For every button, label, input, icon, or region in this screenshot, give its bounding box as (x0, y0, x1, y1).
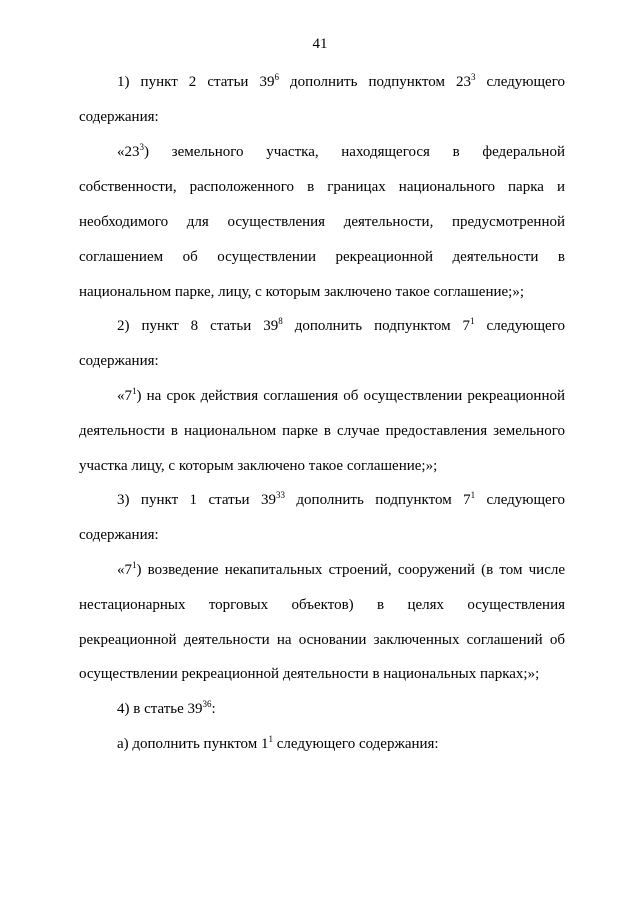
text-line: собственности, расположенного в границах национального парка и (79, 179, 565, 195)
text-line (117, 387, 565, 405)
text-segment: «7 (117, 562, 132, 578)
text-line (117, 561, 565, 579)
text-segment: 1) пункт 2 статьи 39 (117, 74, 275, 90)
text-segment: следующего (475, 492, 565, 508)
superscript: 1 (132, 560, 137, 570)
text-line (117, 143, 565, 161)
text-line: деятельности в национальном парке в случае предоставления земельного (79, 423, 565, 439)
text-line: содержания: (79, 527, 159, 543)
text-segment: ) возведение некапитальных строений, сооружений (в том числе (136, 562, 565, 578)
superscript: 1 (470, 490, 476, 500)
text-line: содержания: (79, 353, 159, 369)
superscript: 3 (471, 72, 476, 82)
page-number: 41 (312, 36, 328, 52)
text-segment: дополнить подпунктом 23 (279, 74, 471, 90)
text-line (117, 317, 565, 335)
text-line: рекреационной деятельности на основании заключенных соглашений об (79, 632, 565, 648)
superscript: 33 (276, 490, 285, 500)
superscript: 36 (202, 699, 212, 709)
text-line: соглашением об осуществлении рекреационной деятельности в (79, 249, 565, 265)
text-segment: 3) пункт 1 статьи 39 (117, 492, 276, 508)
text-segment: ) на срок действия соглашения об осуществлении рекреационной (136, 388, 565, 404)
superscript: 3 (139, 142, 144, 152)
superscript: 1 (268, 734, 274, 744)
superscript: 6 (274, 72, 279, 82)
text-segment: следующего (474, 318, 565, 334)
text-segment: дополнить подпунктом 7 (285, 492, 471, 508)
text-line: национальном парке, лицу, с которым заключено такое соглашение;»; (79, 284, 525, 300)
text-segment: 2) пункт 8 статьи 39 (117, 318, 279, 334)
text-segment: дополнить подпунктом 7 (282, 318, 471, 334)
superscript: 8 (278, 316, 283, 326)
text-segment: : (211, 701, 216, 717)
text-segment: ) земельного участка, находящегося в федеральной (144, 144, 565, 160)
text-line (117, 73, 565, 91)
text-segment: «23 (117, 144, 140, 160)
text-line: нестационарных торговых объектов) в целях осуществления (79, 597, 565, 613)
superscript: 1 (132, 386, 137, 396)
text-segment: 4) в статье 39 (117, 701, 203, 717)
text-line: осуществлении рекреационной деятельности в национальных парках;»; (79, 666, 540, 682)
text-line (117, 735, 565, 753)
text-line (117, 491, 565, 509)
text-line: необходимого для осуществления деятельности, предусмотренной (79, 214, 565, 230)
superscript: 1 (470, 316, 475, 326)
text-line (117, 700, 565, 718)
text-segment: «7 (117, 388, 132, 404)
text-line: участка лицу, с которым заключено такое соглашение;»; (79, 458, 438, 474)
text-segment: следующего (475, 74, 565, 90)
text-segment: следующего содержания: (273, 736, 439, 752)
text-line: содержания: (79, 109, 159, 125)
text-segment: а) дополнить пунктом 1 (117, 736, 269, 752)
